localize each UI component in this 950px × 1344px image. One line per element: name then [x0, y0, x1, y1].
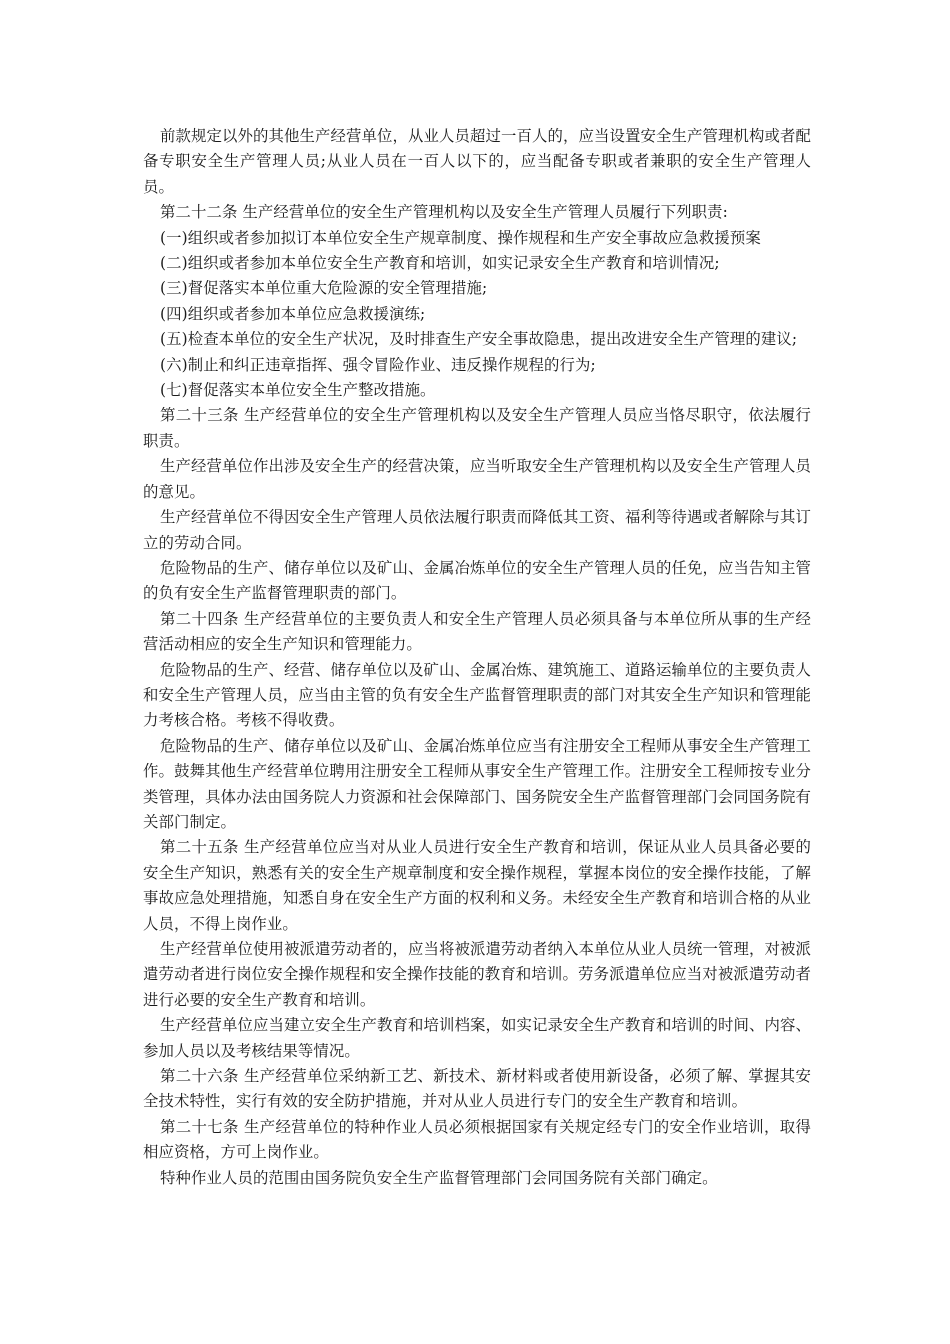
paragraph: 生产经营单位使用被派遣劳动者的，应当将被派遣劳动者纳入本单位从业人员统一管理，对被派遣劳动者进行岗位安全操作规程和安全操作技能的教育和培训。劳务派遣单位应当对被派遣劳动者进行必要的安全生产教育和培训。 — [143, 940, 811, 1009]
list-item: (三)督促落实本单位重大危险源的安全管理措施; — [160, 279, 488, 298]
list-item: (六)制止和纠正违章指挥、强令冒险作业、违反操作规程的行为; — [160, 355, 596, 374]
list-item: (一)组织或者参加拟订本单位安全生产规章制度、操作规程和生产安全事故应急救援预案 — [160, 228, 761, 247]
list-item: (二)组织或者参加本单位安全生产教育和培训，如实记录安全生产教育和培训情况; — [160, 254, 720, 273]
paragraph: 危险物品的生产、经营、储存单位以及矿山、金属冶炼、建筑施工、道路运输单位的主要负责人和安全生产管理人员，应当由主管的负有安全生产监督管理职责的部门对其安全生产知识和管理能力考核合格。考核不得收费。 — [143, 660, 811, 730]
paragraph: 危险物品的生产、储存单位以及矿山、金属冶炼单位的安全生产管理人员的任免，应当告知主管的负有安全生产监督管理职责的部门。 — [143, 558, 811, 603]
article-22-heading: 第二十二条 生产经营单位的安全生产管理机构以及安全生产管理人员履行下列职责: — [160, 203, 728, 222]
article-27: 第二十七条 生产经营单位的特种作业人员必须根据国家有关规定经专门的安全作业培训，取得相应资格，方可上岗作业。 — [143, 1117, 811, 1162]
article-25: 第二十五条 生产经营单位应当对从业人员进行安全生产教育和培训，保证从业人员具备必要的安全生产知识，熟悉有关的安全生产规章制度和安全操作规程，掌握本岗位的安全操作技能，了解事故应急处理措施，知悉自身在安全生产方面的权利和义务。未经安全生产教育和培训合格的从业人员，不得上岗作业。 — [143, 838, 811, 933]
paragraph: 生产经营单位应当建立安全生产教育和培训档案，如实记录安全生产教育和培训的时间、内容、参加人员以及考核结果等情况。 — [143, 1016, 811, 1060]
paragraph: 危险物品的生产、储存单位以及矿山、金属冶炼单位应当有注册安全工程师从事安全生产管理工作。鼓舞其他生产经营单位聘用注册安全工程师从事安全生产管理工作。注册安全工程师按专业分类管理，具体办法由国务院人力资源和社会保障部门、国务院安全生产监督管理部门会同国务院有关部门制定。 — [143, 736, 811, 831]
document-body — [143, 124, 811, 1191]
paragraph: 生产经营单位不得因安全生产管理人员依法履行职责而降低其工资、福利等待遇或者解除与其订立的劳动合同。 — [143, 508, 811, 552]
article-23: 第二十三条 生产经营单位的安全生产管理机构以及安全生产管理人员应当恪尽职守，依法履行职责。 — [143, 406, 811, 450]
paragraph: 特种作业人员的范围由国务院负安全生产监督管理部门会同国务院有关部门确定。 — [160, 1168, 718, 1187]
list-item: (五)检查本单位的安全生产状况，及时排查生产安全事故隐患，提出改进安全生产管理的建议; — [160, 330, 798, 349]
paragraph: 生产经营单位作出涉及安全生产的经营决策，应当听取安全生产管理机构以及安全生产管理人员的意见。 — [143, 457, 811, 501]
article-24: 第二十四条 生产经营单位的主要负责人和安全生产管理人员必须具备与本单位所从事的生产经营活动相应的安全生产知识和管理能力。 — [143, 609, 811, 654]
list-item: (七)督促落实本单位安全生产整改措施。 — [160, 381, 436, 400]
article-26: 第二十六条 生产经营单位采纳新工艺、新技术、新材料或者使用新设备，必须了解、掌握其安全技术特性，实行有效的安全防护措施，并对从业人员进行专门的安全生产教育和培训。 — [143, 1067, 811, 1111]
list-item: (四)组织或者参加本单位应急救援演练; — [160, 304, 426, 323]
paragraph: 前款规定以外的其他生产经营单位，从业人员超过一百人的，应当设置安全生产管理机构或者配备专职安全生产管理人员;从业人员在一百人以下的，应当配备专职或者兼职的安全生产管理人员。 — [143, 127, 811, 196]
